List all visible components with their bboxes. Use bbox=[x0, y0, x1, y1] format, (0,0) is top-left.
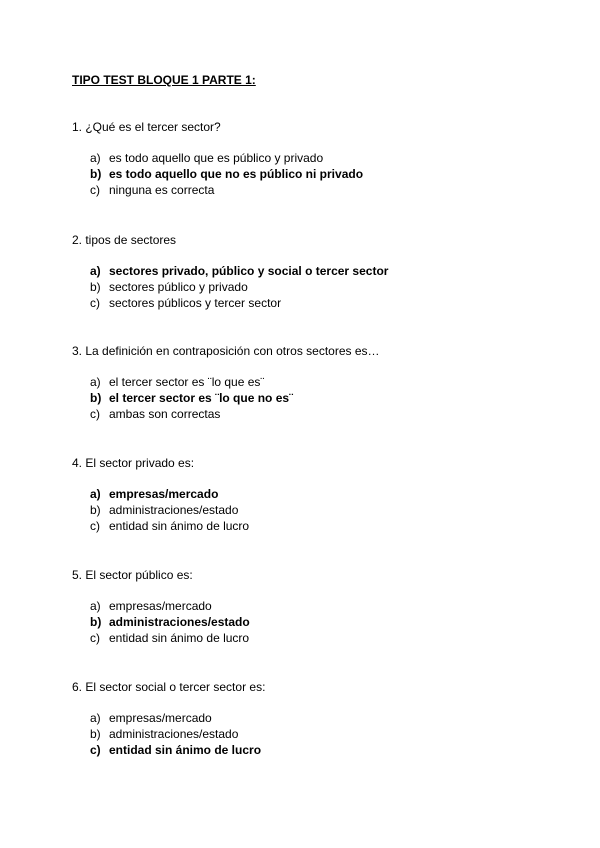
option-b-correct bbox=[90, 614, 552, 630]
option-letter: c) bbox=[90, 743, 101, 757]
question-text: 1. ¿Qué es el tercer sector? bbox=[72, 120, 221, 134]
option-text: administraciones/estado bbox=[109, 615, 250, 629]
option-b bbox=[90, 726, 552, 742]
question-4 bbox=[72, 455, 552, 534]
option-b-correct bbox=[90, 166, 552, 182]
question-5 bbox=[72, 567, 552, 646]
option-text: sectores público y privado bbox=[109, 280, 248, 294]
option-letter: b) bbox=[90, 280, 101, 294]
options-list bbox=[72, 486, 552, 534]
option-text: sectores públicos y tercer sector bbox=[109, 296, 282, 310]
option-text: empresas/mercado bbox=[109, 487, 219, 501]
option-text: sectores privado, público y social o tercer sector bbox=[109, 264, 389, 278]
document-title: TIPO TEST BLOQUE 1 PARTE 1: bbox=[72, 73, 256, 87]
option-b-correct bbox=[90, 390, 552, 406]
option-letter: c) bbox=[90, 631, 100, 645]
question-text: 4. El sector privado es: bbox=[72, 456, 195, 470]
option-text: empresas/mercado bbox=[109, 711, 212, 725]
option-b bbox=[90, 279, 552, 295]
question-text: 2. tipos de sectores bbox=[72, 233, 177, 247]
option-letter: a) bbox=[90, 375, 101, 389]
option-text: empresas/mercado bbox=[109, 599, 212, 613]
option-text: administraciones/estado bbox=[109, 727, 239, 741]
option-c bbox=[90, 406, 552, 422]
option-text: el tercer sector es ¨lo que no es¨ bbox=[109, 391, 294, 405]
option-a-correct bbox=[90, 263, 552, 279]
option-c-correct bbox=[90, 742, 552, 758]
option-a-correct bbox=[90, 486, 552, 502]
option-b bbox=[90, 502, 552, 518]
option-letter: a) bbox=[90, 599, 101, 613]
option-letter: c) bbox=[90, 296, 100, 310]
option-letter: b) bbox=[90, 391, 102, 405]
question-6 bbox=[72, 679, 552, 758]
question-2 bbox=[72, 232, 552, 311]
option-a bbox=[90, 150, 552, 166]
option-text: entidad sin ánimo de lucro bbox=[109, 519, 250, 533]
option-text: es todo aquello que es público y privado bbox=[109, 151, 324, 165]
question-1 bbox=[72, 119, 552, 198]
option-c bbox=[90, 182, 552, 198]
option-letter: a) bbox=[90, 151, 101, 165]
option-letter: c) bbox=[90, 519, 100, 533]
option-text: entidad sin ánimo de lucro bbox=[109, 631, 250, 645]
option-text: es todo aquello que no es público ni privado bbox=[109, 167, 364, 181]
option-text: ambas son correctas bbox=[109, 407, 221, 421]
options-list bbox=[72, 374, 552, 422]
option-letter: a) bbox=[90, 487, 101, 501]
option-c bbox=[90, 518, 552, 534]
option-c bbox=[90, 630, 552, 646]
question-text: 3. La definición en contraposición con otros sectores es… bbox=[72, 344, 380, 358]
option-letter: b) bbox=[90, 615, 102, 629]
option-letter: a) bbox=[90, 711, 101, 725]
question-text: 5. El sector público es: bbox=[72, 568, 193, 582]
option-text: administraciones/estado bbox=[109, 503, 239, 517]
option-c bbox=[90, 295, 552, 311]
option-letter: c) bbox=[90, 407, 100, 421]
option-letter: c) bbox=[90, 183, 100, 197]
option-text: el tercer sector es ¨lo que es¨ bbox=[109, 375, 265, 389]
option-a bbox=[90, 598, 552, 614]
option-letter: b) bbox=[90, 503, 101, 517]
question-3 bbox=[72, 343, 552, 422]
option-a bbox=[90, 374, 552, 390]
option-letter: b) bbox=[90, 727, 101, 741]
options-list bbox=[72, 263, 552, 311]
option-a bbox=[90, 710, 552, 726]
options-list bbox=[72, 710, 552, 758]
question-text: 6. El sector social o tercer sector es: bbox=[72, 680, 266, 694]
option-letter: b) bbox=[90, 167, 102, 181]
option-text: entidad sin ánimo de lucro bbox=[109, 743, 262, 757]
options-list bbox=[72, 150, 552, 198]
options-list bbox=[72, 598, 552, 646]
option-letter: a) bbox=[90, 264, 101, 278]
option-text: ninguna es correcta bbox=[109, 183, 215, 197]
